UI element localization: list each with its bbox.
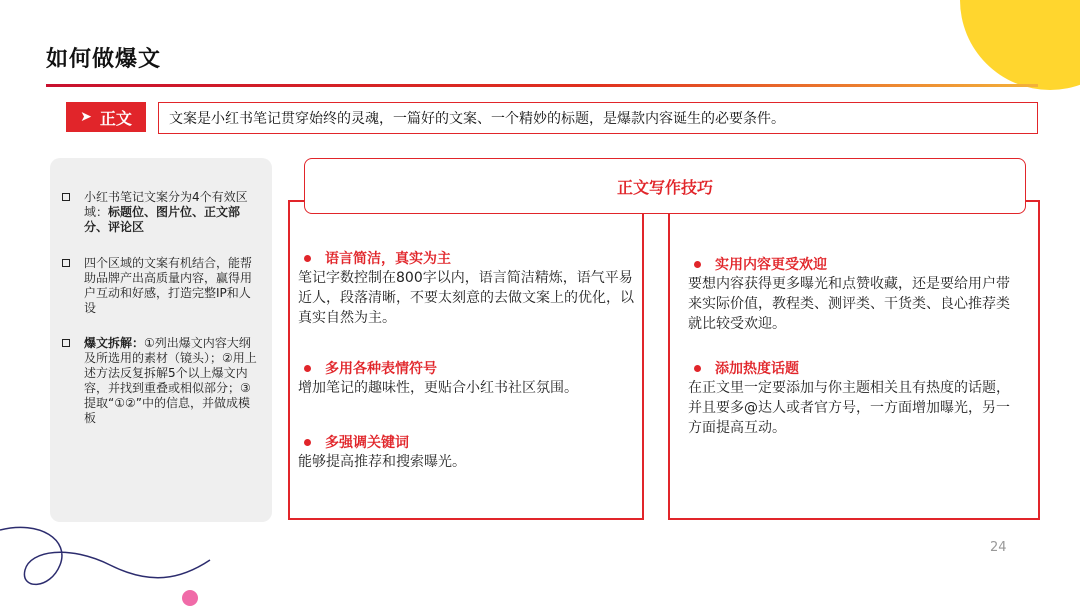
intro-text: 文案是小红书笔记贯穿始终的灵魂，一篇好的文案、一个精妙的标题，是爆款内容诞生的必要条件。 [169,111,785,127]
tip-item [298,250,634,328]
square-bullet-icon [62,339,70,347]
list-item-text: ①列出爆文内容大纲及所选用的素材（镜头）；②用上述方法反复拆解5个以上爆文内容，并找到重叠或相似部分；③提取“①②”中的信息，并做成模板 [84,336,257,425]
section-tag [66,102,146,132]
tip-body: 在正文里一定要添加与你主题相关且有热度的话题，并且要多@达人或者官方号，一方面增加曝光，另一方面提高互动。 [688,380,1010,436]
tip-body: 笔记字数控制在800字以内，语言简洁精炼，语气平易近人，段落清晰，不要太刻意的去做文案上的优化，以真实自然为主。 [298,270,634,326]
tip-heading: 添加热度话题 [715,361,799,377]
left-info-panel [50,158,272,522]
bullet-dot-icon [694,365,701,372]
intro-banner [158,102,1038,134]
tip-item [298,434,634,472]
tip-body: 能够提高推荐和搜索曝光。 [298,454,466,470]
square-bullet-icon [62,193,70,201]
bullet-dot-icon [694,261,701,268]
tip-item [688,360,1018,438]
list-item-text: 小红书笔记文案分为4个有效区域： [84,190,248,219]
chevron-right-icon: ➤ [80,109,92,125]
list-item [62,336,257,426]
list-item [62,190,257,235]
tip-body: 增加笔记的趣味性，更贴合小红书社区氛围。 [298,380,578,396]
tip-item [298,360,634,398]
list-item-bold: 标题位、图片位、正文部分、评论区 [84,205,241,234]
tips-title: 正文写作技巧 [616,178,713,197]
bullet-dot-icon [304,365,311,372]
decorative-swirl-icon [0,520,220,610]
tip-heading: 多用各种表情符号 [325,361,437,377]
page-number: 24 [990,540,1007,555]
bullet-dot-icon [304,255,311,262]
list-item-bold: 爆文拆解： [84,336,145,350]
tip-body: 要想内容获得更多曝光和点赞收藏，还是要给用户带来实际价值，教程类、测评类、干货类、良心推荐类就比较受欢迎。 [688,276,1010,332]
section-tag-label: 正文 [99,108,132,128]
tip-heading: 语言简洁，真实为主 [325,251,451,267]
decorative-yellow-circle [960,0,1080,90]
page-title: 如何做爆文 [46,47,162,72]
tip-item [688,256,1018,334]
tips-title-box [304,158,1026,214]
bullet-dot-icon [304,439,311,446]
tip-heading: 实用内容更受欢迎 [715,257,827,273]
square-bullet-icon [62,259,70,267]
list-item [62,256,257,316]
list-item-text: 四个区域的文案有机结合，能帮助品牌产出高质量内容，赢得用 户互动和好感，打造完整IP和人设 [84,256,253,315]
header-divider [46,84,1038,87]
tip-heading: 多强调关键词 [325,435,409,451]
